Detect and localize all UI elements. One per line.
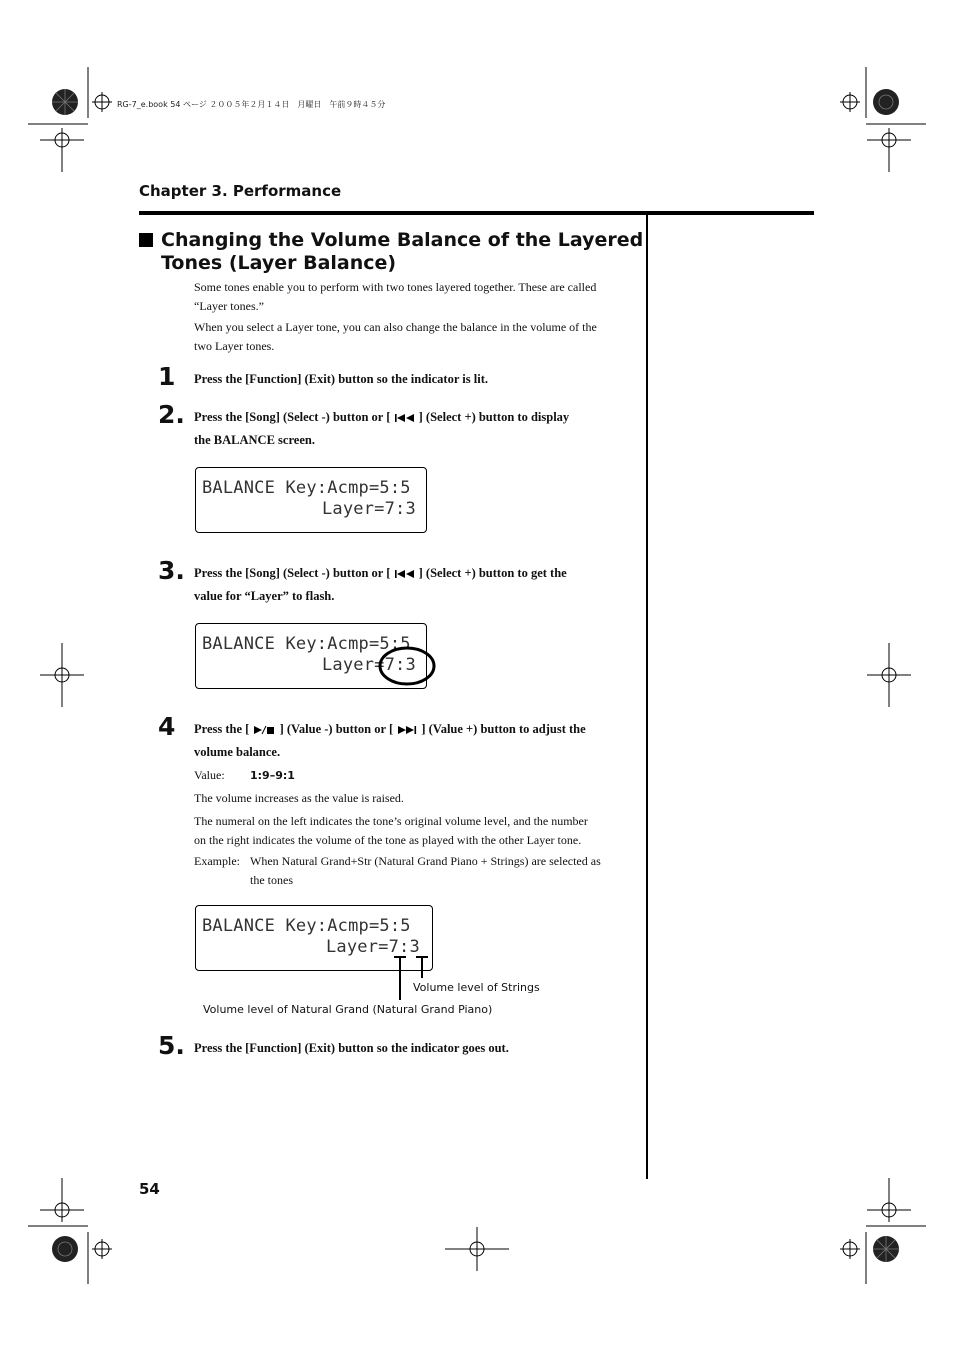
page-number: 54 bbox=[139, 1180, 160, 1198]
lcd-balance-screen-2: BALANCE Key:Acmp=5:5 Layer=7:3 bbox=[195, 623, 427, 689]
note-volume-increase: The volume increases as the value is raised. bbox=[194, 791, 404, 805]
caption-natural-grand: Volume level of Natural Grand (Natural Grand Piano) bbox=[203, 1003, 493, 1016]
step-1-text: Press the [Function] (Exit) button so the indicator is lit. bbox=[194, 372, 488, 386]
example-label: Example: bbox=[194, 854, 240, 868]
file-info: RG-7_e.book 54 ページ ２００５年２月１４日 月曜日 午前９時４５分 bbox=[117, 100, 386, 109]
step-4-text: Press the [ ] (Value -) button or [ ] (Value +) button to adjust the volume balance. bbox=[194, 722, 586, 759]
section-title-line1: Changing the Volume Balance of the Layered bbox=[161, 229, 644, 251]
step-5-number: 5. bbox=[158, 1031, 185, 1060]
value-range: 1:9–9:1 bbox=[250, 769, 295, 782]
lcd-balance-screen-3: BALANCE Key:Acmp=5:5 Layer=7:3 bbox=[195, 905, 433, 971]
step-1-number: 1 bbox=[158, 362, 176, 391]
caption-strings: Volume level of Strings bbox=[413, 981, 540, 994]
lcd-balance-screen-1: BALANCE Key:Acmp=5:5 Layer=7:3 bbox=[195, 467, 427, 533]
intro-paragraph-2: When you select a Layer tone, you can also change the balance in the volume of the two Layer tones. bbox=[194, 320, 597, 353]
chapter-heading: Chapter 3. Performance bbox=[139, 182, 342, 200]
step-3-number: 3. bbox=[158, 556, 185, 585]
example-text: When Natural Grand+Str (Natural Grand Piano + Strings) are selected as the tones bbox=[250, 854, 601, 887]
note-numeral-explanation: The numeral on the left indicates the tone’s original volume level, and the number on the right indicates the volume of the tone as played with the other Layer tone. bbox=[194, 814, 588, 847]
section-title-line2: Tones (Layer Balance) bbox=[161, 252, 397, 274]
step-2-text: Press the [Song] (Select -) button or [ ] (Select +) button to display the BALANCE screen. bbox=[194, 410, 570, 447]
step-4-number: 4 bbox=[158, 712, 176, 741]
intro-paragraph-1: Some tones enable you to perform with two tones layered together. These are called “Layer tones.” bbox=[194, 280, 597, 313]
step-3-text: Press the [Song] (Select -) button or [ ] (Select +) button to get the value for “Layer” to flash. bbox=[194, 566, 567, 603]
step-5-text: Press the [Function] (Exit) button so the indicator goes out. bbox=[194, 1041, 509, 1055]
value-label: Value: bbox=[194, 768, 225, 782]
step-2-number: 2. bbox=[158, 400, 185, 429]
